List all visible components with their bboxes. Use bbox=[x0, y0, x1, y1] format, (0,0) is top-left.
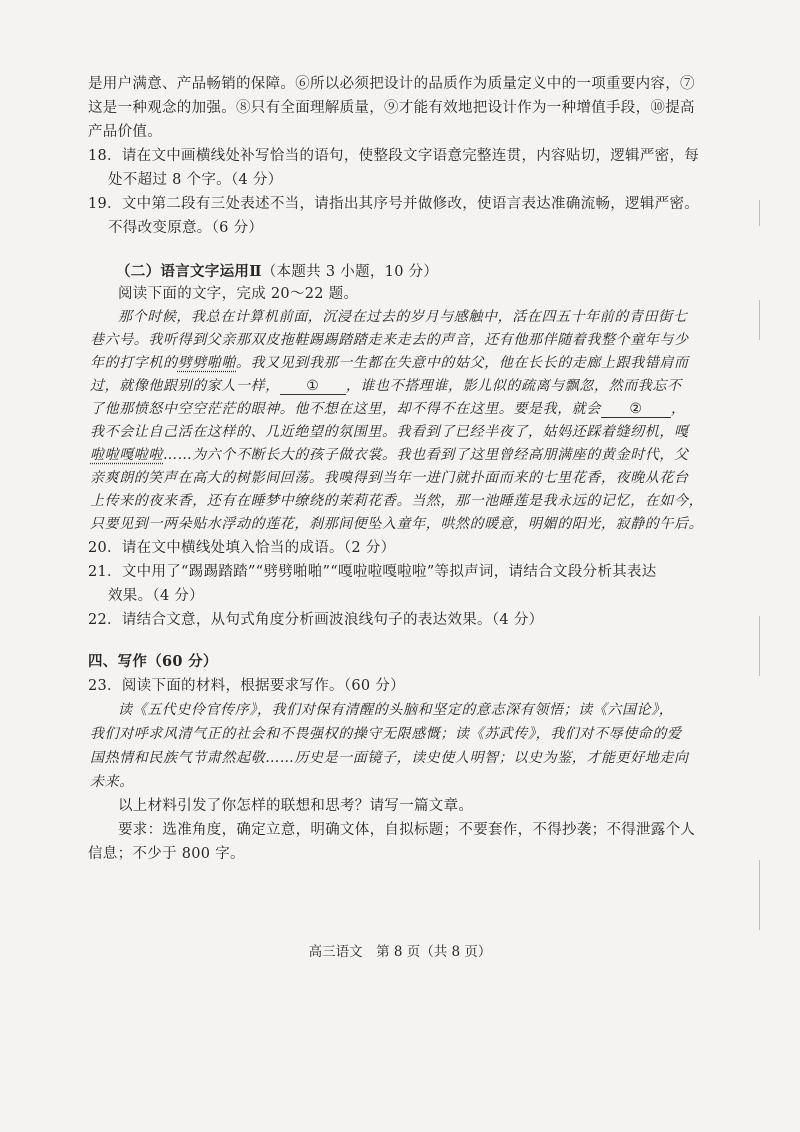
question-20: 20．请在文中横线处填入恰当的成语。（2 分） bbox=[88, 540, 396, 556]
answer-blank-2[interactable]: ② bbox=[601, 401, 671, 418]
top-paragraph-line-1: 是用户满意、产品畅销的保障。⑥所以必须把设计的品质作为质量定义中的一项重要内容，⑦ bbox=[88, 76, 695, 92]
passage-line-3 bbox=[90, 353, 689, 373]
passage-line-4 bbox=[90, 376, 682, 396]
section-2-note: （本题共 3 小题，10 分） bbox=[261, 264, 439, 280]
passage-line-3a: 年的打字机的 bbox=[90, 355, 178, 371]
section-2-title: （二）语言文字运用Ⅱ bbox=[116, 263, 262, 280]
section-2-instruction: 阅读下面的文字，完成 20～22 题。 bbox=[118, 286, 359, 302]
onomatopoeia-pipipapa: 劈劈啪啪 bbox=[177, 355, 237, 371]
scan-mark bbox=[759, 200, 760, 226]
passage-line-2: 巷六号。我听得到父亲那双皮拖鞋踢踢踏踏走来走去的声音，还有他那伴随着我整个童年与少 bbox=[90, 332, 689, 348]
question-22: 22．请结合文意，从句式角度分析画波浪线句子的表达效果。（4 分） bbox=[88, 612, 544, 628]
passage-line-4a: 过，就像他跟别的家人一样， bbox=[90, 378, 280, 394]
passage-line-3c: 。我又见到我那一生都在失意中的姑父，他在长长的走廊上跟我错肩而 bbox=[236, 355, 689, 371]
question-18-line-1: 18．请在文中画横线处补写恰当的语句，使整段文字语意完整连贯，内容贴切，逻辑严密，每 bbox=[88, 148, 700, 164]
passage-line-1: 那个时候，我总在计算机前面，沉浸在过去的岁月与感触中，活在四五十年前的青田街七 bbox=[118, 309, 688, 325]
passage-line-5a: 了他那愤怒中空空茫茫的眼神。他不想在这里，却不得不在这里。要是我，就会 bbox=[90, 401, 601, 417]
passage-line-8: 亲爽朗的笑声在高大的树影间回荡。我嗅得到当年一进门就扑面而来的七里花香，夜晚从花台 bbox=[90, 470, 689, 486]
onomatopoeia-galala: 啦啦嘎啦啦 bbox=[90, 447, 163, 463]
material-line-3: 国热情和民族气节肃然起敬……历史是一面镜子，读史使人明智；以史为鉴，才能更好地走向 bbox=[90, 750, 689, 766]
passage-line-10: 只要见到一两朵贴水浮动的莲花，刹那间便坠入童年，哄然的暖意，明媚的阳光，寂静的午后。 bbox=[90, 516, 704, 532]
question-19-line-1: 19．文中第二段有三处表述不当，请指出其序号并做修改，使语言表达准确流畅，逻辑严密。 bbox=[88, 196, 700, 212]
answer-blank-1[interactable]: ① bbox=[280, 378, 346, 395]
section-4-heading: 四、写作（60 分） bbox=[88, 653, 218, 670]
material-line-1: 读《五代史伶官传序》，我们对保有清醒的头脑和坚定的意志深有领悟；读《六国论》， bbox=[118, 702, 674, 718]
question-18-line-2: 处不超过 8 个字。（4 分） bbox=[108, 172, 283, 188]
material-line-4: 未来。 bbox=[90, 774, 134, 790]
passage-line-7b: ……为六个不断长大的孩子做衣裳。我也看到了这里曾经高朋满座的黄金时代，父 bbox=[163, 447, 689, 463]
passage-line-5 bbox=[90, 399, 686, 419]
requirements-line-2: 信息；不少于 800 字。 bbox=[88, 846, 245, 862]
passage-line-9: 上传来的夜来香，还有在睡梦中缭绕的茉莉花香。当然，那一池睡莲是我永远的记忆，在如今， bbox=[90, 493, 704, 509]
requirements-line-1: 要求：选准角度，确定立意，明确文体，自拟标题；不要套作，不得抄袭；不得泄露个人 bbox=[118, 822, 696, 838]
writing-prompt: 以上材料引发了你怎样的联想和思考？请写一篇文章。 bbox=[118, 798, 474, 814]
question-19-line-2: 不得改变原意。（6 分） bbox=[108, 220, 264, 236]
material-line-2: 我们对呼求风清气正的社会和不畏强权的操守无限感慨；读《苏武传》，我们对不辱使命的爱 bbox=[90, 726, 682, 742]
section-2-heading bbox=[116, 262, 438, 282]
question-23: 23．阅读下面的材料，根据要求写作。（60 分） bbox=[88, 678, 405, 694]
scan-mark bbox=[759, 300, 760, 340]
passage-line-6: 我不会让自己活在这样的、几近绝望的氛围里。我看到了已经半夜了，姑妈还踩着缝纫机，嘎 bbox=[90, 424, 689, 440]
passage-line-7 bbox=[90, 445, 689, 465]
page-footer: 高三语文 第 8 页（共 8 页） bbox=[308, 944, 492, 960]
question-21-line-2: 效果。（4 分） bbox=[108, 588, 204, 604]
top-paragraph-line-2: 这是一种观念的加强。⑧只有全面理解质量，⑨才能有效地把设计作为一种增值手段，⑩提高 bbox=[88, 100, 695, 116]
top-paragraph-line-3: 产品价值。 bbox=[88, 124, 162, 140]
passage-line-4b: ，谁也不搭理谁，影儿似的疏离与飘忽，然而我忘不 bbox=[345, 378, 682, 394]
scan-mark bbox=[759, 616, 760, 676]
scan-mark bbox=[759, 860, 760, 930]
question-21-line-1: 21．文中用了“踢踢踏踏”“劈劈啪啪”“嘎啦啦嘎啦啦”等拟声词，请结合文段分析其表达 bbox=[88, 564, 657, 580]
passage-line-5-end: ， bbox=[671, 401, 686, 417]
